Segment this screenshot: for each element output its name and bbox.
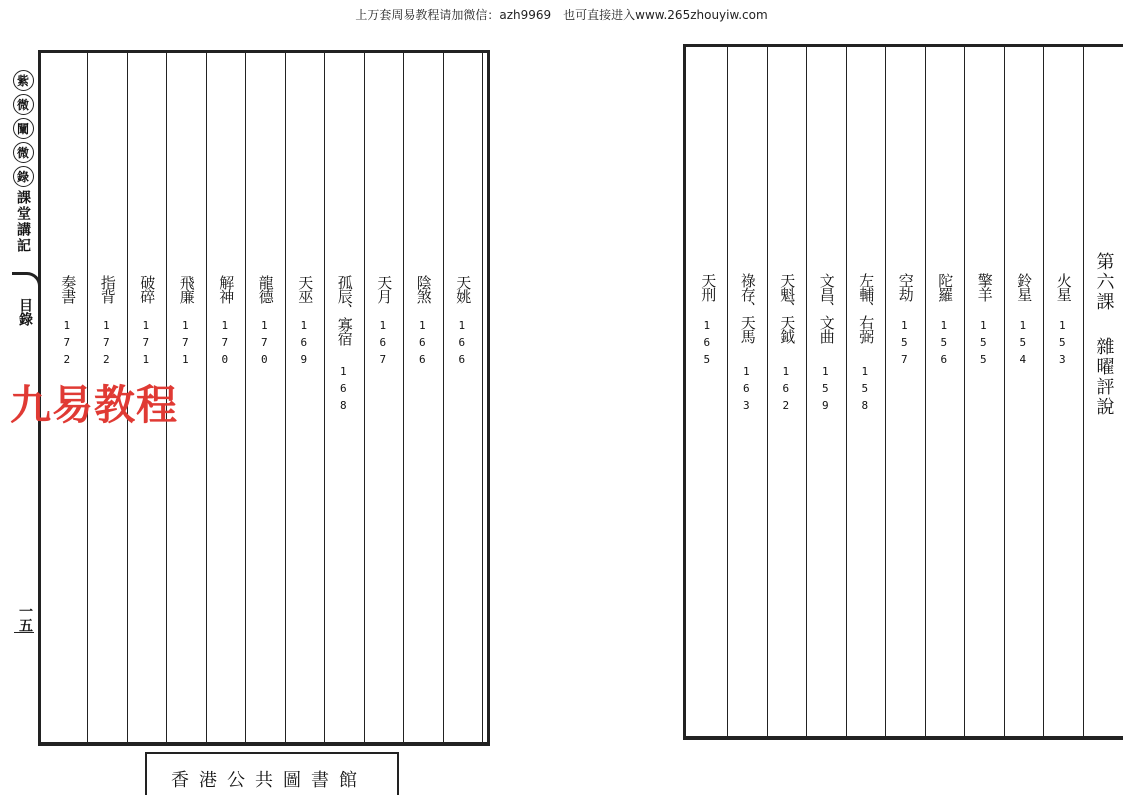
toc-entry-page: 155 <box>976 319 990 370</box>
toc-entry-page: 169 <box>297 319 311 370</box>
column-rule <box>364 53 365 742</box>
column-rule <box>285 53 286 742</box>
toc-entry-page: 163 <box>739 365 753 416</box>
toc-entry-title[interactable]: 天月 <box>375 275 394 303</box>
column-rule <box>482 53 483 742</box>
toc-entry-page: 153 <box>1055 319 1069 370</box>
toc-entry-page: 157 <box>897 319 911 370</box>
toc-entry-title[interactable]: 飛廉 <box>177 275 196 303</box>
toc-entry-page: 168 <box>336 365 350 416</box>
toc-entry-title[interactable]: 鈴星 <box>1015 273 1034 301</box>
lesson-title: 雜曜評說 <box>1093 337 1115 417</box>
toc-entry-page: 172 <box>99 319 113 370</box>
toc-entry-page: 170 <box>257 319 271 370</box>
column-rule <box>443 53 444 742</box>
toc-entry-title[interactable]: 文昌、文曲 <box>817 273 836 343</box>
toc-entry-title[interactable]: 天魁、天鉞 <box>778 273 797 343</box>
toc-entry-page: 170 <box>218 319 232 370</box>
column-rule <box>846 47 847 736</box>
column-rule <box>925 47 926 736</box>
title-char: 錄 <box>13 166 34 187</box>
column-rule <box>1004 47 1005 736</box>
toc-entry-title[interactable]: 破碎 <box>138 275 157 303</box>
toc-entry-title[interactable]: 龍德 <box>256 275 275 303</box>
toc-entry-page: 156 <box>937 319 951 370</box>
toc-entry-page: 167 <box>376 319 390 370</box>
book-subtitle: 課堂講記 <box>15 190 31 254</box>
section-label: 目錄 <box>17 298 33 326</box>
toc-entry-page: 162 <box>779 365 793 416</box>
toc-entry-page: 165 <box>700 319 714 370</box>
download-banner: 上万套周易教程请加微信：azh9969 也可直接进入www.265zhouyiw.com <box>355 8 768 22</box>
lesson-number: 第六課 <box>1093 252 1115 312</box>
toc-entry-page: 159 <box>818 365 832 416</box>
title-char: 闡 <box>13 118 34 139</box>
title-char: 微 <box>13 142 34 163</box>
toc-entry-title[interactable]: 陰煞 <box>414 275 433 303</box>
toc-entry-page: 171 <box>178 319 192 370</box>
toc-entry-title[interactable]: 祿存、天馬 <box>738 273 757 343</box>
toc-entry-page: 172 <box>60 319 74 370</box>
column-rule <box>806 47 807 736</box>
toc-entry-title[interactable]: 孤辰、寡宿 <box>335 275 354 345</box>
toc-entry-title[interactable]: 陀羅 <box>936 273 955 301</box>
column-rule <box>324 53 325 742</box>
column-rule <box>964 47 965 736</box>
toc-entry-page: 166 <box>455 319 469 370</box>
column-rule <box>206 53 207 742</box>
column-rule <box>1083 47 1084 736</box>
watermark-text: 九易教程 <box>10 381 178 429</box>
toc-entry-title[interactable]: 天巫 <box>296 275 315 303</box>
toc-table-right <box>683 44 1123 740</box>
toc-entry-page: 171 <box>139 319 153 370</box>
toc-entry-title[interactable]: 指背 <box>98 275 117 303</box>
book-title <box>12 70 34 254</box>
toc-entry-title[interactable]: 火星 <box>1054 273 1073 301</box>
library-stamp <box>145 752 399 795</box>
library-stamp-text: 香港公共圖書館 <box>171 770 367 791</box>
toc-entry-page: 158 <box>858 365 872 416</box>
column-rule <box>885 47 886 736</box>
column-rule <box>245 53 246 742</box>
toc-entry-page: 166 <box>415 319 429 370</box>
column-rule <box>403 53 404 742</box>
thumb-tab <box>12 272 41 293</box>
toc-entry-title[interactable]: 擎羊 <box>975 273 994 301</box>
column-rule <box>767 47 768 736</box>
toc-entry-title[interactable]: 天刑 <box>699 273 718 301</box>
toc-entry-title[interactable]: 解神 <box>217 275 236 303</box>
title-char: 微 <box>13 94 34 115</box>
toc-entry-page: 154 <box>1016 319 1030 370</box>
toc-entry-title[interactable]: 空劫 <box>896 273 915 301</box>
toc-entry-title[interactable]: 天姚 <box>454 275 473 303</box>
toc-entry-title[interactable]: 奏書 <box>59 275 78 303</box>
title-char: 紫 <box>13 70 34 91</box>
column-rule <box>727 47 728 736</box>
column-rule <box>1043 47 1044 736</box>
toc-entry-title[interactable]: 左輔、右弼 <box>857 273 876 343</box>
page-number: 一五 <box>14 604 34 633</box>
